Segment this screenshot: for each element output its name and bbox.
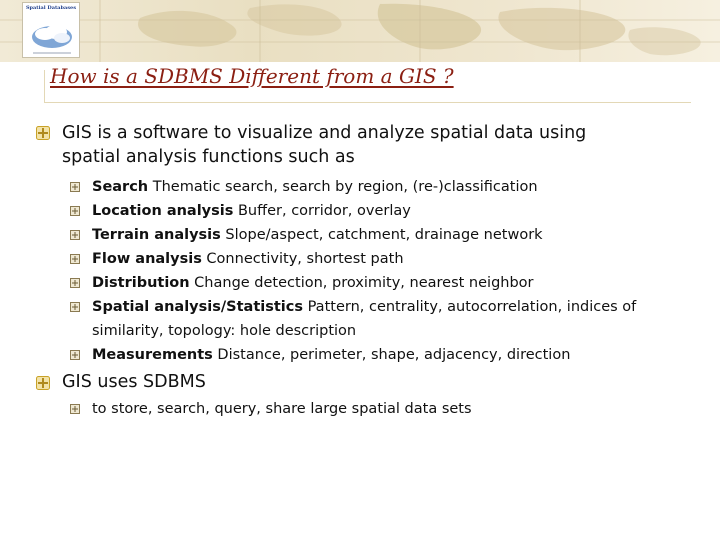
sub-bullet-icon bbox=[70, 302, 80, 312]
sub-bullet-icon bbox=[70, 230, 80, 240]
sub-bullet-icon bbox=[70, 404, 80, 414]
sub-bullet-icon bbox=[70, 350, 80, 360]
sub-bullet-icon bbox=[70, 278, 80, 288]
use-item-store: to store, search, query, share large spatial data sets bbox=[92, 401, 472, 417]
function-item-search bbox=[92, 175, 692, 199]
course-logo bbox=[22, 2, 80, 58]
point-gis-uses-sdbms: GIS uses SDBMS bbox=[62, 372, 206, 392]
function-desc: Buffer, corridor, overlay bbox=[233, 203, 411, 219]
slide-title: How is a SDBMS Different from a GIS ? bbox=[50, 64, 454, 88]
sub-bullet-icon bbox=[70, 206, 80, 216]
function-term: Distribution bbox=[92, 275, 190, 291]
function-term: Search bbox=[92, 179, 149, 195]
sub-bullet-icon bbox=[70, 182, 80, 192]
function-desc: Distance, perimeter, shape, adjacency, direction bbox=[212, 347, 571, 363]
function-desc: Change detection, proximity, nearest neighbor bbox=[189, 275, 534, 291]
function-desc: Connectivity, shortest path bbox=[201, 251, 404, 267]
function-item-measurements bbox=[92, 343, 692, 367]
function-term: Location analysis bbox=[92, 203, 234, 219]
function-term: Spatial analysis/Statistics bbox=[92, 299, 303, 315]
bullet-icon bbox=[36, 126, 50, 140]
globe-cloud-icon bbox=[23, 3, 80, 58]
function-item-terrain bbox=[92, 223, 692, 247]
function-desc: Slope/aspect, catchment, drainage network bbox=[220, 227, 543, 243]
function-term: Terrain analysis bbox=[92, 227, 221, 243]
point-gis-software bbox=[62, 121, 682, 169]
function-item-distribution bbox=[92, 271, 692, 295]
function-term: Measurements bbox=[92, 347, 213, 363]
logo-text: Spatial Databases bbox=[25, 5, 77, 11]
point-text-line1: GIS is a software to visualize and analyze spatial data using bbox=[62, 123, 587, 143]
function-desc-line2: similarity, topology: hole description bbox=[92, 323, 357, 339]
function-term: Flow analysis bbox=[92, 251, 202, 267]
world-map-background bbox=[0, 0, 720, 62]
point-text-line2: spatial analysis functions such as bbox=[62, 147, 355, 167]
function-desc: Pattern, centrality, autocorrelation, indices of bbox=[302, 299, 637, 315]
function-item-spatial-statistics bbox=[92, 295, 692, 343]
header-banner bbox=[0, 0, 720, 62]
function-desc: Thematic search, search by region, (re-)classification bbox=[148, 179, 538, 195]
bullet-icon bbox=[36, 376, 50, 390]
sub-bullet-icon bbox=[70, 254, 80, 264]
function-item-location bbox=[92, 199, 692, 223]
function-item-flow bbox=[92, 247, 692, 271]
